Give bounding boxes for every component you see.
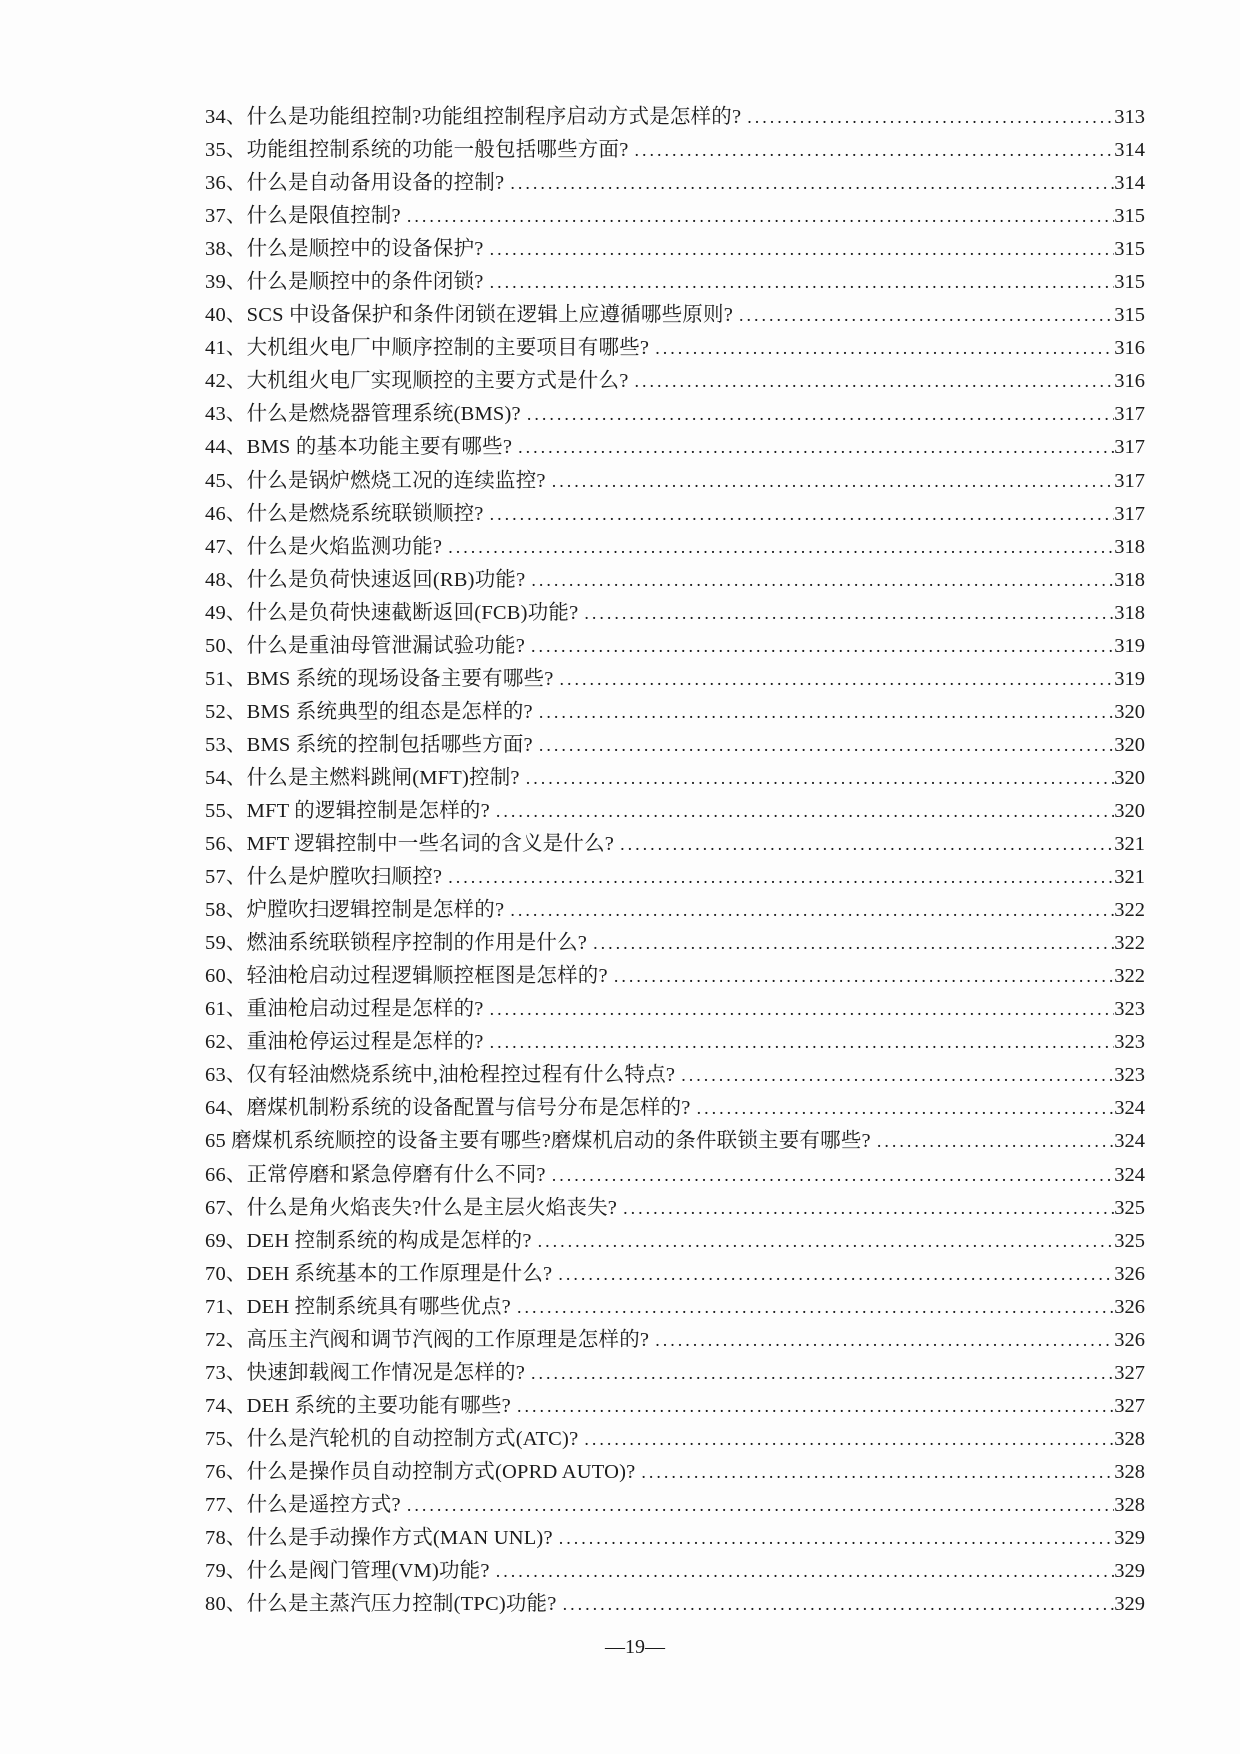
toc-dot-leader xyxy=(490,233,1115,266)
toc-dot-leader xyxy=(518,431,1114,464)
toc-entry-title: 39、什么是顺控中的条件闭锁? xyxy=(205,271,484,294)
toc-entry-title: 72、高压主汽阀和调节汽阀的工作原理是怎样的? xyxy=(205,1328,650,1351)
toc-dot-leader xyxy=(531,630,1114,663)
toc-dot-leader xyxy=(623,1192,1114,1225)
toc-dot-leader xyxy=(655,332,1114,365)
toc-dot-leader xyxy=(560,663,1115,696)
toc-page-number: 320 xyxy=(1114,766,1145,789)
toc-page-number: 318 xyxy=(1114,568,1145,591)
toc-page-number: 326 xyxy=(1114,1295,1145,1318)
toc-dot-leader xyxy=(490,993,1115,1026)
toc-entry-title: 60、轻油枪启动过程逻辑顺控框图是怎样的? xyxy=(205,965,608,988)
toc-dot-leader xyxy=(526,762,1115,795)
toc-page-number: 318 xyxy=(1114,601,1145,624)
toc-dot-leader xyxy=(584,1423,1114,1456)
toc-dot-leader xyxy=(747,101,1114,134)
toc-entry-title: 47、什么是火焰监测功能? xyxy=(205,535,443,558)
toc-page-number: 321 xyxy=(1114,866,1145,889)
toc-page-number: 325 xyxy=(1114,1196,1145,1219)
toc-page-number: 329 xyxy=(1114,1527,1145,1550)
toc-dot-leader xyxy=(681,1059,1114,1092)
toc-dot-leader xyxy=(593,927,1114,960)
toc-page-number: 325 xyxy=(1114,1229,1145,1252)
toc-entry xyxy=(205,465,1145,498)
toc-entry xyxy=(205,1258,1145,1291)
toc-entry-title: 61、重油枪启动过程是怎样的? xyxy=(205,998,484,1021)
toc-entry xyxy=(205,101,1145,134)
toc-entry-title: 51、BMS 系统的现场设备主要有哪些? xyxy=(205,667,554,690)
toc-entry-title: 66、正常停磨和紧急停磨有什么不同? xyxy=(205,1163,546,1186)
toc-entry xyxy=(205,762,1145,795)
toc-dot-leader xyxy=(641,1456,1114,1489)
toc-dot-leader xyxy=(517,1390,1114,1423)
toc-entry xyxy=(205,927,1145,960)
toc-dot-leader xyxy=(538,1225,1115,1258)
toc-page-number: 318 xyxy=(1114,535,1145,558)
toc-entry xyxy=(205,365,1145,398)
toc-entry xyxy=(205,894,1145,927)
toc-entry-title: 40、SCS 中设备保护和条件闭锁在逻辑上应遵循哪些原则? xyxy=(205,304,733,327)
toc-dot-leader xyxy=(559,1522,1115,1555)
toc-entry-title: 64、磨煤机制粉系统的设备配置与信号分布是怎样的? xyxy=(205,1097,691,1120)
toc-page-number: 323 xyxy=(1114,1031,1145,1054)
toc-dot-leader xyxy=(614,960,1114,993)
toc-entry xyxy=(205,663,1145,696)
toc-entry-title: 77、什么是遥控方式? xyxy=(205,1493,401,1516)
toc-dot-leader xyxy=(558,1258,1114,1291)
toc-entry xyxy=(205,1423,1145,1456)
toc-page-number: 328 xyxy=(1114,1493,1145,1516)
toc-entry xyxy=(205,266,1145,299)
toc-dot-leader xyxy=(539,729,1114,762)
toc-entry-title: 69、DEH 控制系统的构成是怎样的? xyxy=(205,1229,532,1252)
toc-entry-title: 37、什么是限值控制? xyxy=(205,205,401,228)
toc-entry-title: 35、功能组控制系统的功能一般包括哪些方面? xyxy=(205,139,629,162)
toc-page-number: 328 xyxy=(1114,1427,1145,1450)
toc-entry-title: 45、什么是锅炉燃烧工况的连续监控? xyxy=(205,469,546,492)
toc-entry xyxy=(205,233,1145,266)
toc-entry xyxy=(205,1357,1145,1390)
toc-dot-leader xyxy=(510,894,1114,927)
toc-dot-leader xyxy=(517,1291,1114,1324)
toc-page-number: 322 xyxy=(1114,932,1145,955)
toc-entry xyxy=(205,1588,1145,1621)
toc-entry-title: 55、MFT 的逻辑控制是怎样的? xyxy=(205,799,490,822)
toc-entry-title: 74、DEH 系统的主要功能有哪些? xyxy=(205,1394,511,1417)
toc-dot-leader xyxy=(448,531,1114,564)
toc-page-number: 317 xyxy=(1114,502,1145,525)
toc-entry-title: 59、燃油系统联锁程序控制的作用是什么? xyxy=(205,932,588,955)
toc-entry-title: 70、DEH 系统基本的工作原理是什么? xyxy=(205,1262,553,1285)
toc-page-number: 321 xyxy=(1114,833,1145,856)
toc-entry xyxy=(205,431,1145,464)
toc-page-number: 319 xyxy=(1114,667,1145,690)
toc-entry-title: 49、什么是负荷快速截断返回(FCB)功能? xyxy=(205,601,579,624)
toc-entry-title: 56、MFT 逻辑控制中一些名词的含义是什么? xyxy=(205,833,615,856)
toc-entry-title: 78、什么是手动操作方式(MAN UNL)? xyxy=(205,1527,553,1550)
toc-page-number: 315 xyxy=(1114,238,1145,261)
toc-page-number: 322 xyxy=(1114,965,1145,988)
toc-page-number: 317 xyxy=(1114,403,1145,426)
toc-entry-title: 76、什么是操作员自动控制方式(OPRD AUTO)? xyxy=(205,1460,636,1483)
toc-entry xyxy=(205,1225,1145,1258)
toc-entry-title: 67、什么是角火焰丧失?什么是主层火焰丧失? xyxy=(205,1196,618,1219)
toc-page-number: 323 xyxy=(1114,1064,1145,1087)
toc-entry-title: 41、大机组火电厂中顺序控制的主要项目有哪些? xyxy=(205,337,650,360)
toc-entry xyxy=(205,1390,1145,1423)
toc-entry xyxy=(205,1555,1145,1588)
toc-page-number: 324 xyxy=(1114,1097,1145,1120)
toc-entry xyxy=(205,696,1145,729)
toc-dot-leader xyxy=(697,1092,1115,1125)
toc-page-number: 314 xyxy=(1114,172,1145,195)
toc-entry xyxy=(205,332,1145,365)
toc-page-number: 314 xyxy=(1114,139,1145,162)
toc-dot-leader xyxy=(539,696,1114,729)
toc-page-number: 315 xyxy=(1114,271,1145,294)
toc-page-number: 322 xyxy=(1114,899,1145,922)
toc-dot-leader xyxy=(531,1357,1114,1390)
toc-entry xyxy=(205,960,1145,993)
page-number-label: —19— xyxy=(605,1636,665,1658)
toc-page-number: 320 xyxy=(1114,799,1145,822)
toc-page-number: 313 xyxy=(1114,106,1145,128)
toc-entry-title: 79、什么是阀门管理(VM)功能? xyxy=(205,1560,490,1583)
toc-entry-title: 50、什么是重油母管泄漏试验功能? xyxy=(205,634,525,657)
toc-dot-leader xyxy=(490,498,1115,531)
toc-page-number: 328 xyxy=(1114,1460,1145,1483)
toc-dot-leader xyxy=(407,200,1114,233)
toc-entry-title: 53、BMS 系统的控制包括哪些方面? xyxy=(205,733,533,756)
toc-entry-title: 57、什么是炉膛吹扫顺控? xyxy=(205,866,443,889)
toc-entry-title: 48、什么是负荷快速返回(RB)功能? xyxy=(205,568,526,591)
toc-dot-leader xyxy=(527,398,1114,431)
toc-entry xyxy=(205,167,1145,200)
toc-page-number: 316 xyxy=(1114,337,1145,360)
toc-dot-leader xyxy=(635,365,1115,398)
toc-dot-leader xyxy=(407,1489,1114,1522)
toc-entry-title: 65 磨煤机系统顺控的设备主要有哪些?磨煤机启动的条件联锁主要有哪些? xyxy=(205,1130,871,1153)
toc-dot-leader xyxy=(620,828,1114,861)
toc-dot-leader xyxy=(490,266,1115,299)
toc-entry xyxy=(205,1489,1145,1522)
toc-dot-leader xyxy=(563,1588,1115,1621)
toc-page-number: 320 xyxy=(1114,700,1145,723)
toc-entry-title: 58、炉膛吹扫逻辑控制是怎样的? xyxy=(205,899,505,922)
toc-entry xyxy=(205,398,1145,431)
toc-entry xyxy=(205,1159,1145,1192)
toc-dot-leader xyxy=(635,134,1115,167)
toc-entry-title: 42、大机组火电厂实现顺控的主要方式是什么? xyxy=(205,370,629,393)
toc-entry-title: 62、重油枪停运过程是怎样的? xyxy=(205,1031,484,1054)
toc-page-number: 324 xyxy=(1114,1130,1145,1153)
toc-entry-title: 38、什么是顺控中的设备保护? xyxy=(205,238,484,261)
toc-page-number: 327 xyxy=(1114,1394,1145,1417)
toc-page-number: 323 xyxy=(1114,998,1145,1021)
toc-entry-title: 54、什么是主燃料跳闸(MFT)控制? xyxy=(205,766,520,789)
toc-entry xyxy=(205,299,1145,332)
toc-entry xyxy=(205,630,1145,663)
toc-entry xyxy=(205,1324,1145,1357)
toc-entry xyxy=(205,729,1145,762)
toc-entry-title: 34、什么是功能组控制?功能组控制程序启动方式是怎样的? xyxy=(205,106,742,128)
toc-entry-title: 73、快速卸载阀工作情况是怎样的? xyxy=(205,1361,525,1384)
toc-entry-title: 36、什么是自动备用设备的控制? xyxy=(205,172,505,195)
toc-dot-leader xyxy=(496,1555,1115,1588)
toc-entry xyxy=(205,134,1145,167)
toc-dot-leader xyxy=(496,795,1114,828)
toc-entry-title: 80、什么是主蒸汽压力控制(TPC)功能? xyxy=(205,1593,557,1616)
toc-list xyxy=(205,101,1145,1621)
toc-dot-leader xyxy=(510,167,1114,200)
toc-entry-title: 43、什么是燃烧器管理系统(BMS)? xyxy=(205,403,521,426)
toc-entry xyxy=(205,1125,1145,1158)
toc-page-number: 320 xyxy=(1114,733,1145,756)
toc-entry xyxy=(205,861,1145,894)
toc-entry xyxy=(205,498,1145,531)
toc-entry xyxy=(205,531,1145,564)
toc-page-number: 316 xyxy=(1114,370,1145,393)
toc-entry xyxy=(205,1522,1145,1555)
toc-entry xyxy=(205,795,1145,828)
toc-entry xyxy=(205,1026,1145,1059)
toc-page-number: 317 xyxy=(1114,436,1145,459)
toc-dot-leader xyxy=(877,1125,1114,1158)
toc-entry xyxy=(205,200,1145,233)
toc-dot-leader xyxy=(490,1026,1115,1059)
toc-dot-leader xyxy=(448,861,1114,894)
toc-entry xyxy=(205,564,1145,597)
toc-page-number: 315 xyxy=(1114,304,1145,327)
toc-entry-title: 75、什么是汽轮机的自动控制方式(ATC)? xyxy=(205,1427,579,1450)
toc-page-number: 315 xyxy=(1114,205,1145,228)
toc-entry xyxy=(205,1291,1145,1324)
toc-page-number: 319 xyxy=(1114,634,1145,657)
toc-page-number: 317 xyxy=(1114,469,1145,492)
toc-dot-leader xyxy=(552,465,1115,498)
toc-entry xyxy=(205,1456,1145,1489)
toc-entry xyxy=(205,597,1145,630)
toc-entry xyxy=(205,1092,1145,1125)
toc-entry-title: 46、什么是燃烧系统联锁顺控? xyxy=(205,502,484,525)
toc-entry xyxy=(205,1192,1145,1225)
toc-entry-title: 63、仅有轻油燃烧系统中,油枪程控过程有什么特点? xyxy=(205,1064,676,1087)
toc-page-number: 326 xyxy=(1114,1262,1145,1285)
toc-entry-title: 52、BMS 系统典型的组态是怎样的? xyxy=(205,700,533,723)
toc-dot-leader xyxy=(655,1324,1114,1357)
toc-entry xyxy=(205,993,1145,1026)
toc-dot-leader xyxy=(739,299,1114,332)
toc-entry xyxy=(205,828,1145,861)
toc-dot-leader xyxy=(552,1159,1115,1192)
toc-entry xyxy=(205,1059,1145,1092)
toc-page-number: 326 xyxy=(1114,1328,1145,1351)
page-footer xyxy=(205,1632,1065,1662)
toc-page-number: 327 xyxy=(1114,1361,1145,1384)
toc-entry-title: 71、DEH 控制系统具有哪些优点? xyxy=(205,1295,511,1318)
toc-page-number: 324 xyxy=(1114,1163,1145,1186)
toc-page-number: 329 xyxy=(1114,1593,1145,1616)
toc-dot-leader xyxy=(531,564,1114,597)
toc-page-number: 329 xyxy=(1114,1560,1145,1583)
toc-dot-leader xyxy=(584,597,1114,630)
toc-entry-title: 44、BMS 的基本功能主要有哪些? xyxy=(205,436,513,459)
